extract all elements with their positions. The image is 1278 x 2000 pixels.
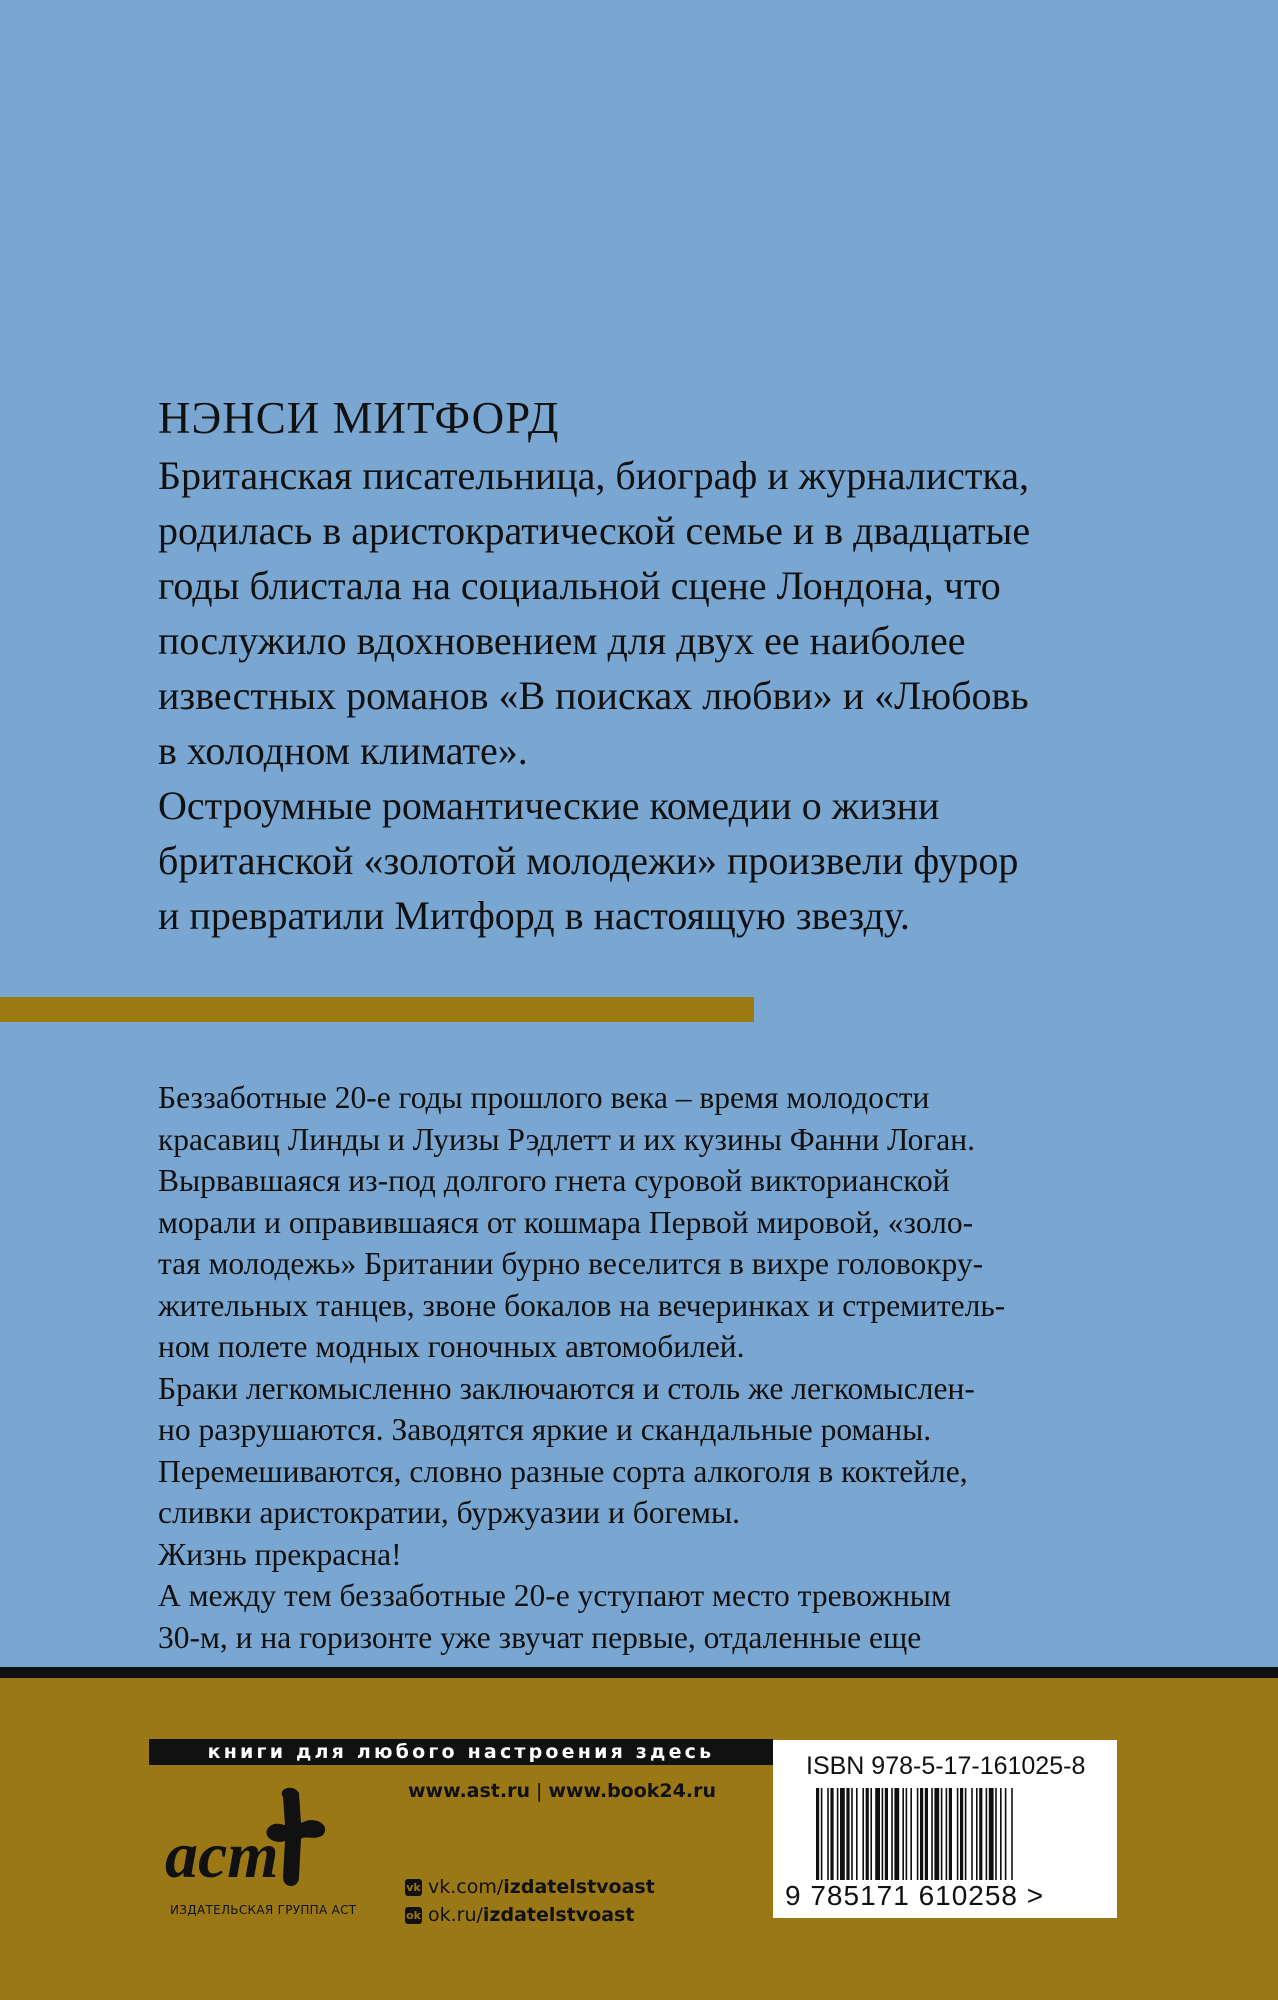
ok-icon: ok: [406, 1908, 421, 1922]
logo-caption: ИЗДАТЕЛЬСКАЯ ГРУППА АСТ: [170, 1903, 357, 1917]
barcode-bar: [995, 1788, 997, 1880]
barcode: [816, 1788, 1078, 1880]
ok-handle: izdatelstvoast: [482, 1904, 635, 1926]
annotation-line: сливки аристократии, буржуазии и богемы.: [158, 1495, 740, 1530]
bio-line: известных романов «В поисках любви» и «Любовь: [158, 673, 1029, 718]
barcode-bar: [965, 1788, 967, 1880]
barcode-bar: [1011, 1788, 1013, 1880]
barcode-bar: [960, 1788, 963, 1880]
bio-paragraph: [158, 448, 1188, 778]
site-separator: |: [536, 1780, 543, 1802]
barcode-bar: [830, 1788, 833, 1880]
annotation-line: тая молодежь» Британии бурно веселится в вихре головокру-: [158, 1246, 984, 1281]
annotation-paragraph: [158, 1534, 1218, 1576]
annotation-line: ном полете модных гоночных автомобилей.: [158, 1329, 745, 1364]
annotation-line: 30-м, и на горизонте уже звучат первые, отдаленные еще: [158, 1619, 922, 1655]
bio-paragraph: [158, 778, 1188, 943]
annotation-line: жительных танцев, звоне бокалов на вечеринках и стремитель-: [158, 1287, 1006, 1323]
barcode-bar: [816, 1788, 819, 1880]
barcode-bar: [941, 1788, 943, 1880]
author-block: [158, 388, 1188, 943]
annotation-line: Браки легкомысленно заключаются и столь же легкомыслен-: [158, 1370, 975, 1406]
barcode-bar: [920, 1788, 923, 1880]
bio-line: и превратили Митфорд в настоящую звезду.: [158, 893, 910, 938]
bio-line: родилась в аристократической семье и в двадцатые: [158, 508, 1031, 553]
barcode-bar: [931, 1788, 933, 1880]
ast-logo-text: аст: [165, 1819, 279, 1892]
barcode-bar: [851, 1788, 853, 1880]
barcode-bar: [821, 1788, 823, 1880]
barcode-bar: [866, 1788, 869, 1880]
bio-line: годы блистала на социальной сцене Лондона, что: [158, 563, 1001, 608]
bio-line: Британская писательница, биограф и журналистка,: [158, 453, 1029, 498]
barcode-bar: [856, 1788, 858, 1880]
barcode-bar: [934, 1788, 939, 1880]
vk-link[interactable]: [405, 1873, 655, 1901]
publisher-sites: [408, 1780, 716, 1802]
annotation-line: Вырвавшаяся из-под долгого гнета суровой викторианской: [158, 1163, 950, 1198]
barcode-bar: [989, 1788, 994, 1880]
bio-line: Остроумные романтические комедии о жизни: [158, 783, 940, 828]
barcode-bar: [827, 1788, 829, 1880]
barcode-bar: [949, 1788, 952, 1880]
isbn-box: [773, 1740, 1117, 1918]
barcode-bar: [885, 1788, 888, 1880]
barcode-bar: [1005, 1788, 1007, 1880]
barcode-bar: [862, 1788, 864, 1880]
barcode-bar: [917, 1788, 919, 1880]
book-annotation: [158, 1077, 1218, 1700]
site-link-ast[interactable]: www.ast.ru: [408, 1780, 530, 1802]
barcode-bar: [906, 1788, 908, 1880]
ast-logo: [165, 1785, 375, 1895]
vk-handle: izdatelstvoast: [503, 1876, 655, 1898]
barcode-bar: [882, 1788, 884, 1880]
barcode-bar: [957, 1788, 959, 1880]
gold-divider: [0, 997, 754, 1022]
ast-logo-icon: [165, 1785, 375, 1895]
ok-prefix: ok.ru/: [428, 1904, 483, 1926]
barcode-bar: [979, 1788, 982, 1880]
barcode-bar: [971, 1788, 973, 1880]
slogan-bar: книги для любого настроения здесь: [149, 1739, 773, 1765]
barcode-bar: [875, 1788, 880, 1880]
annotation-line: Беззаботные 20-е годы прошлого века – время молодости: [158, 1080, 930, 1115]
vk-icon: vk: [406, 1880, 421, 1894]
barcode-bar: [902, 1788, 904, 1880]
barcode-bar: [837, 1788, 839, 1880]
annotation-line: морали и оправившаяся от кошмара Первой мировой, «золо-: [158, 1204, 974, 1240]
annotation-paragraph: [158, 1077, 1218, 1368]
bio-line: в холодном климате».: [158, 728, 528, 773]
barcode-bar: [891, 1788, 893, 1880]
barcode-bar: [894, 1788, 899, 1880]
annotation-paragraph: [158, 1368, 1218, 1534]
vk-prefix: vk.com/: [428, 1876, 504, 1898]
barcode-bar: [946, 1788, 948, 1880]
bio-line: послужило вдохновением для двух ее наиболее: [158, 618, 966, 663]
annotation-line: Перемешиваются, словно разные сорта алкоголя в коктейле,: [158, 1453, 968, 1489]
dark-divider: [0, 1667, 1278, 1678]
barcode-bar: [846, 1788, 849, 1880]
isbn-number: ISBN 978-5-17-161025-8: [806, 1752, 1086, 1780]
ok-link[interactable]: [405, 1901, 655, 1929]
social-links: [405, 1873, 655, 1929]
barcode-bar: [976, 1788, 978, 1880]
barcode-bar: [986, 1788, 988, 1880]
barcode-bar: [840, 1788, 845, 1880]
barcode-bar: [1000, 1788, 1002, 1880]
barcode-digits: 9 785171 610258 >: [785, 1880, 1045, 1911]
bio-line: британской «золотой молодежи» произвели фурор: [158, 838, 1019, 883]
site-link-book24[interactable]: www.book24.ru: [548, 1780, 716, 1802]
barcode-bar: [870, 1788, 872, 1880]
barcode-bar: [925, 1788, 928, 1880]
annotation-line: Жизнь прекрасна!: [158, 1536, 402, 1572]
barcode-bar: [910, 1788, 912, 1880]
annotation-line: красавиц Линды и Луизы Рэдлетт и их кузины Фанни Логан.: [158, 1121, 976, 1157]
annotation-line: но разрушаются. Заводятся яркие и скандальные романы.: [158, 1412, 932, 1447]
annotation-line: А между тем беззаботные 20-е уступают место тревожным: [158, 1578, 951, 1613]
author-name: НЭНСИ МИТФОРД: [158, 393, 560, 443]
